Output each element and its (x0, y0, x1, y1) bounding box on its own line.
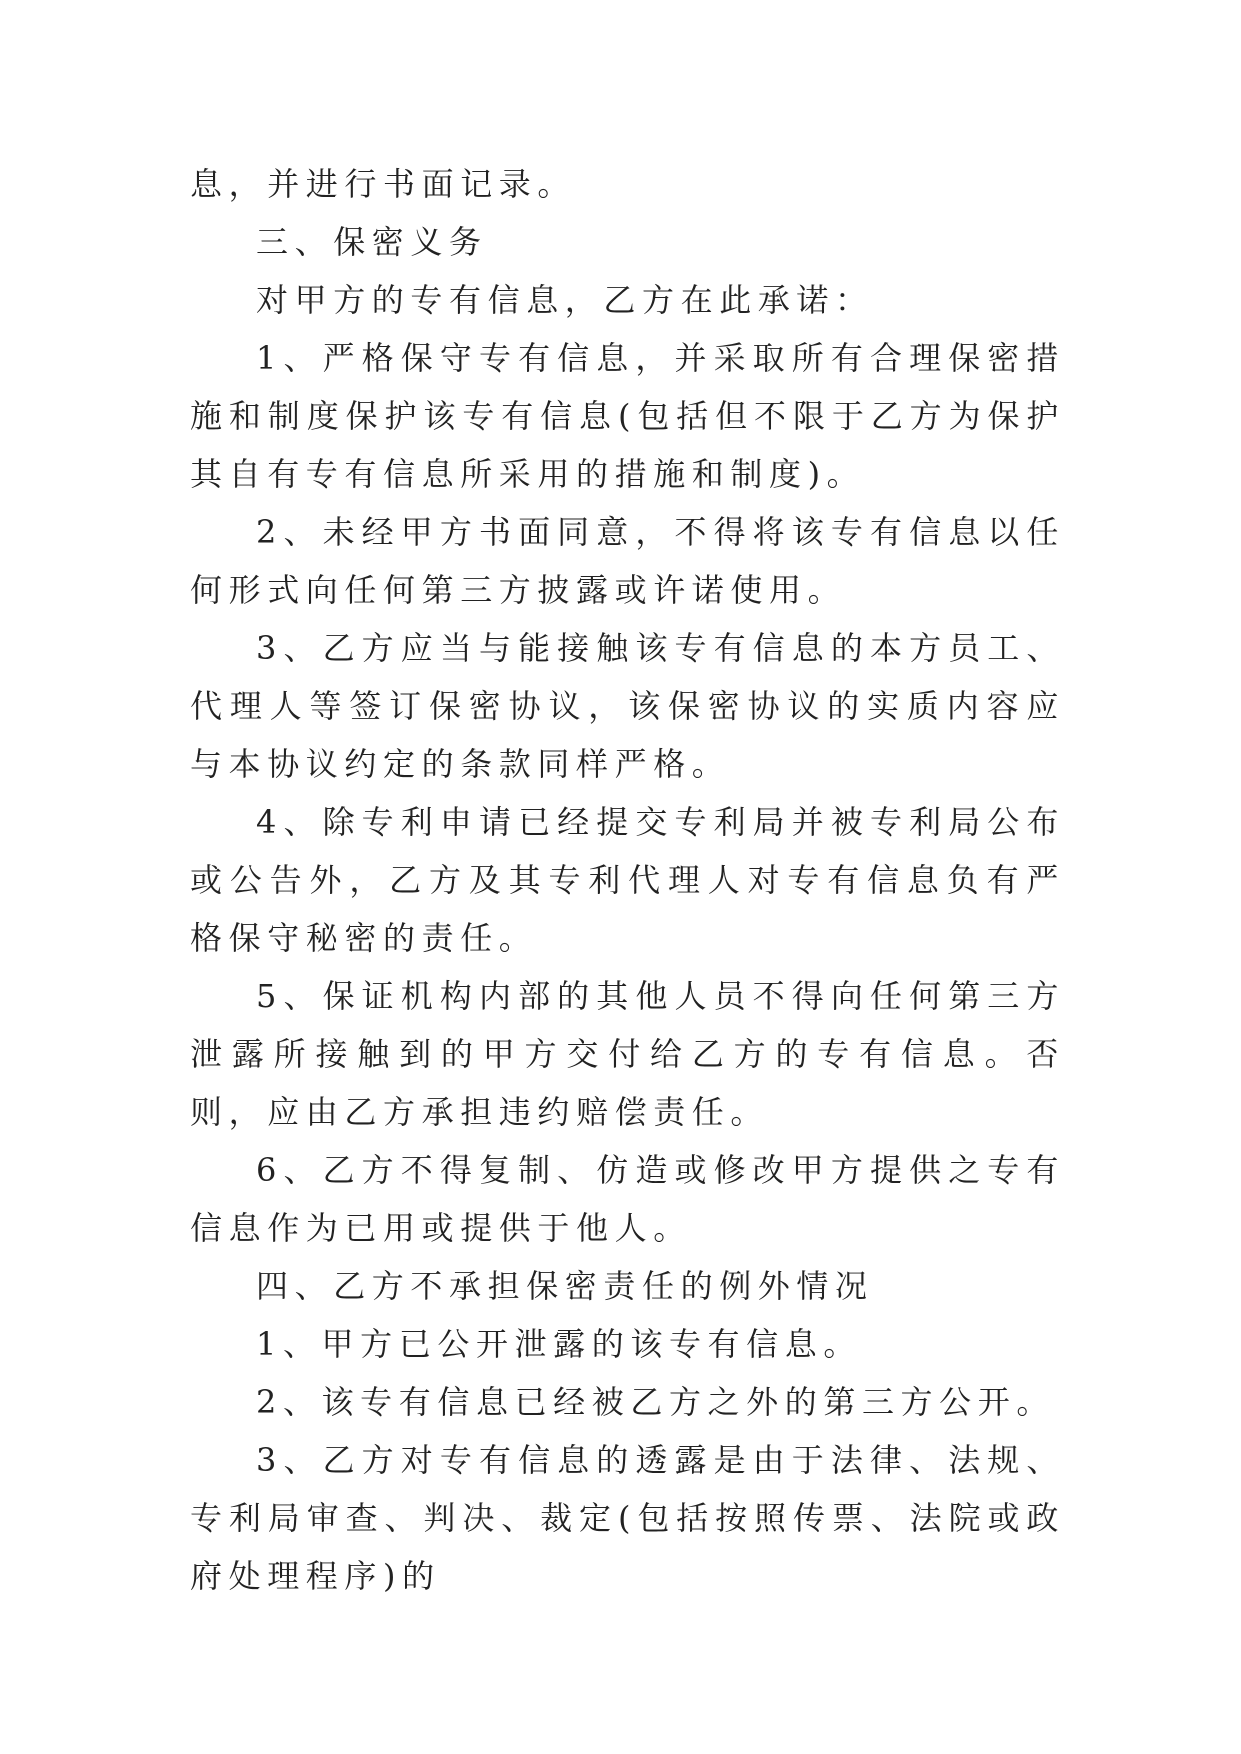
clause-2: 2、未经甲方书面同意，不得将该专有信息以任何形式向任何第三方披露或许诺使用。 (190, 513, 1065, 609)
clause-6: 6、乙方不得复制、仿造或修改甲方提供之专有信息作为已用或提供于他人。 (190, 1151, 1065, 1247)
clause-3: 3、乙方应当与能接触该专有信息的本方员工、代理人等签订保密协议，该保密协议的实质内容应与本协议约定的条款同样严格。 (190, 629, 1065, 783)
exception-1: 1、甲方已公开泄露的该专有信息。 (256, 1325, 862, 1363)
exception-3: 3、乙方对专有信息的透露是由于法律、法规、专利局审查、判决、裁定(包括按照传票、法院或政府处理程序)的 (190, 1441, 1065, 1595)
paragraph-continuation: 息，并进行书面记录。 (190, 165, 577, 203)
paragraph-commitment-intro: 对甲方的专有信息，乙方在此承诺： (256, 281, 874, 319)
exception-2: 2、该专有信息已经被乙方之外的第三方公开。 (256, 1383, 1055, 1421)
section-heading-confidentiality-obligations: 三、保密义务 (256, 223, 488, 261)
document-body (190, 155, 1065, 1605)
clause-1: 1、严格保守专有信息，并采取所有合理保密措施和制度保护该专有信息(包括但不限于乙方为保护其自有专有信息所采用的措施和制度)。 (190, 339, 1065, 493)
clause-5: 5、保证机构内部的其他人员不得向任何第三方泄露所接触到的甲方交付给乙方的专有信息。否则，应由乙方承担违约赔偿责任。 (190, 977, 1065, 1131)
clause-4: 4、除专利申请已经提交专利局并被专利局公布或公告外，乙方及其专利代理人对专有信息负有严格保守秘密的责任。 (190, 803, 1065, 957)
section-heading-exceptions: 四、乙方不承担保密责任的例外情况 (256, 1267, 874, 1305)
